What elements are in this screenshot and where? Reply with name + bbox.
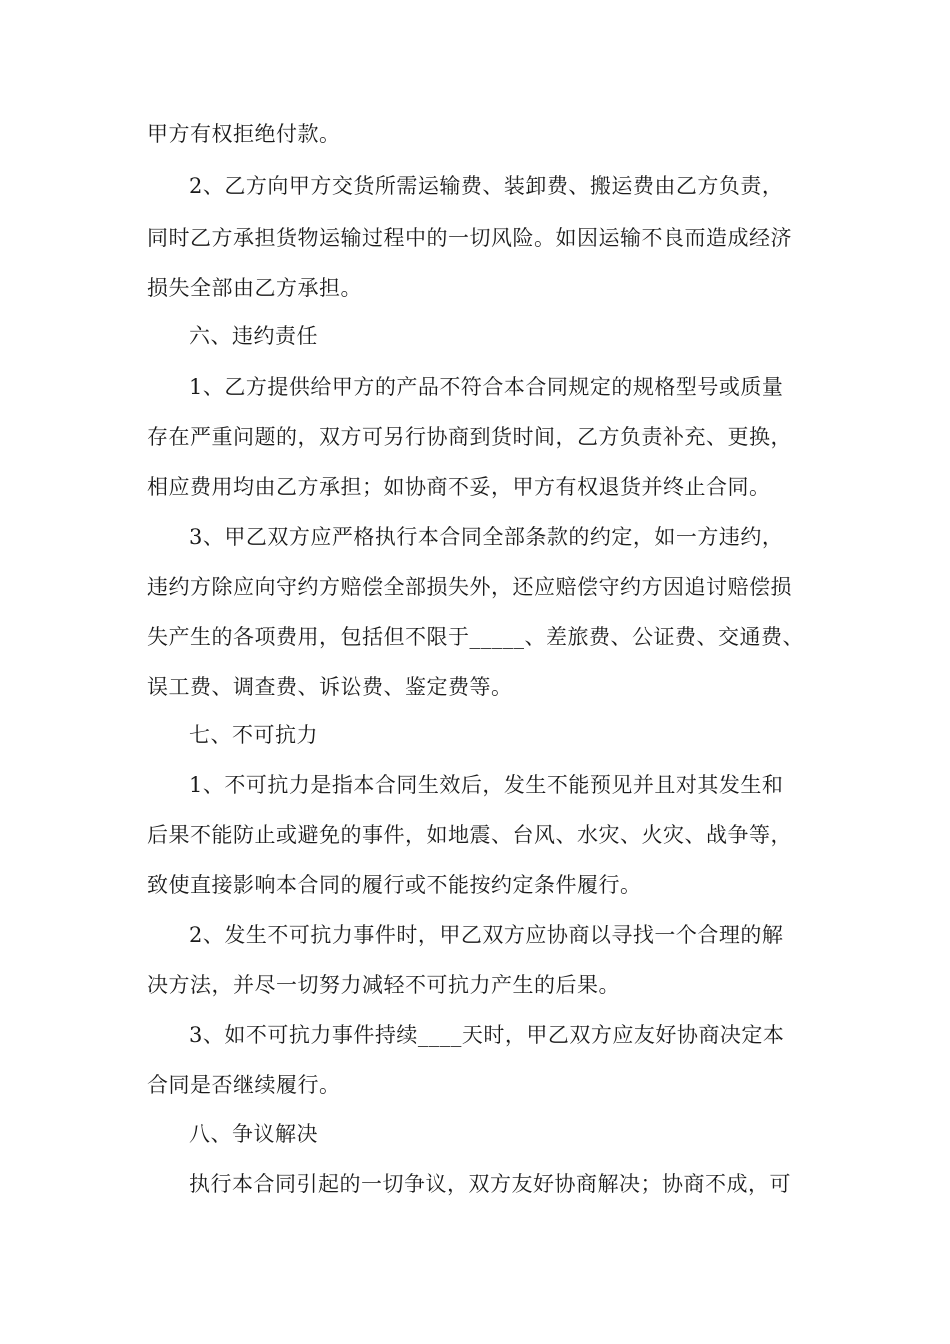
text-line: 违约方除应向守约方赔偿全部损失外，还应赔偿守约方因追讨赔偿损 [147, 575, 792, 599]
section-heading-breach: 六、违约责任 [189, 324, 318, 348]
text-line: 决方法，并尽一切努力减轻不可抗力产生的后果。 [147, 973, 620, 997]
text-line: 同时乙方承担货物运输过程中的一切风险。如因运输不良而造成经济 [147, 226, 792, 250]
text-line: 2、发生不可抗力事件时，甲乙双方应协商以寻找一个合理的解 [189, 923, 784, 947]
text-line: 损失全部由乙方承担。 [147, 276, 362, 300]
section-heading-dispute: 八、争议解决 [189, 1122, 318, 1146]
text-line: 3、甲乙双方应严格执行本合同全部条款的约定，如一方违约， [189, 525, 784, 549]
text-line: 3、如不可抗力事件持续____天时，甲乙双方应友好协商决定本 [189, 1023, 785, 1047]
text-line: 2、乙方向甲方交货所需运输费、装卸费、搬运费由乙方负责， [189, 174, 784, 198]
section-heading-force-majeure: 七、不可抗力 [189, 723, 318, 747]
text-line: 相应费用均由乙方承担；如协商不妥，甲方有权退货并终止合同。 [147, 475, 771, 499]
text-line: 后果不能防止或避免的事件，如地震、台风、水灾、火灾、战争等， [147, 823, 792, 847]
text-line: 甲方有权拒绝付款。 [147, 122, 341, 146]
text-line: 存在严重问题的，双方可另行协商到货时间，乙方负责补充、更换， [147, 425, 792, 449]
text-line: 失产生的各项费用，包括但不限于_____、差旅费、公证费、交通费、 [147, 625, 804, 649]
text-line: 致使直接影响本合同的履行或不能按约定条件履行。 [147, 873, 642, 897]
text-line: 1、不可抗力是指本合同生效后，发生不能预见并且对其发生和 [189, 773, 784, 797]
text-line: 执行本合同引起的一切争议，双方友好协商解决；协商不成，可 [189, 1172, 791, 1196]
text-line: 1、乙方提供给甲方的产品不符合本合同规定的规格型号或质量 [189, 375, 784, 399]
text-line: 误工费、调查费、诉讼费、鉴定费等。 [147, 675, 513, 699]
text-line: 合同是否继续履行。 [147, 1073, 341, 1097]
